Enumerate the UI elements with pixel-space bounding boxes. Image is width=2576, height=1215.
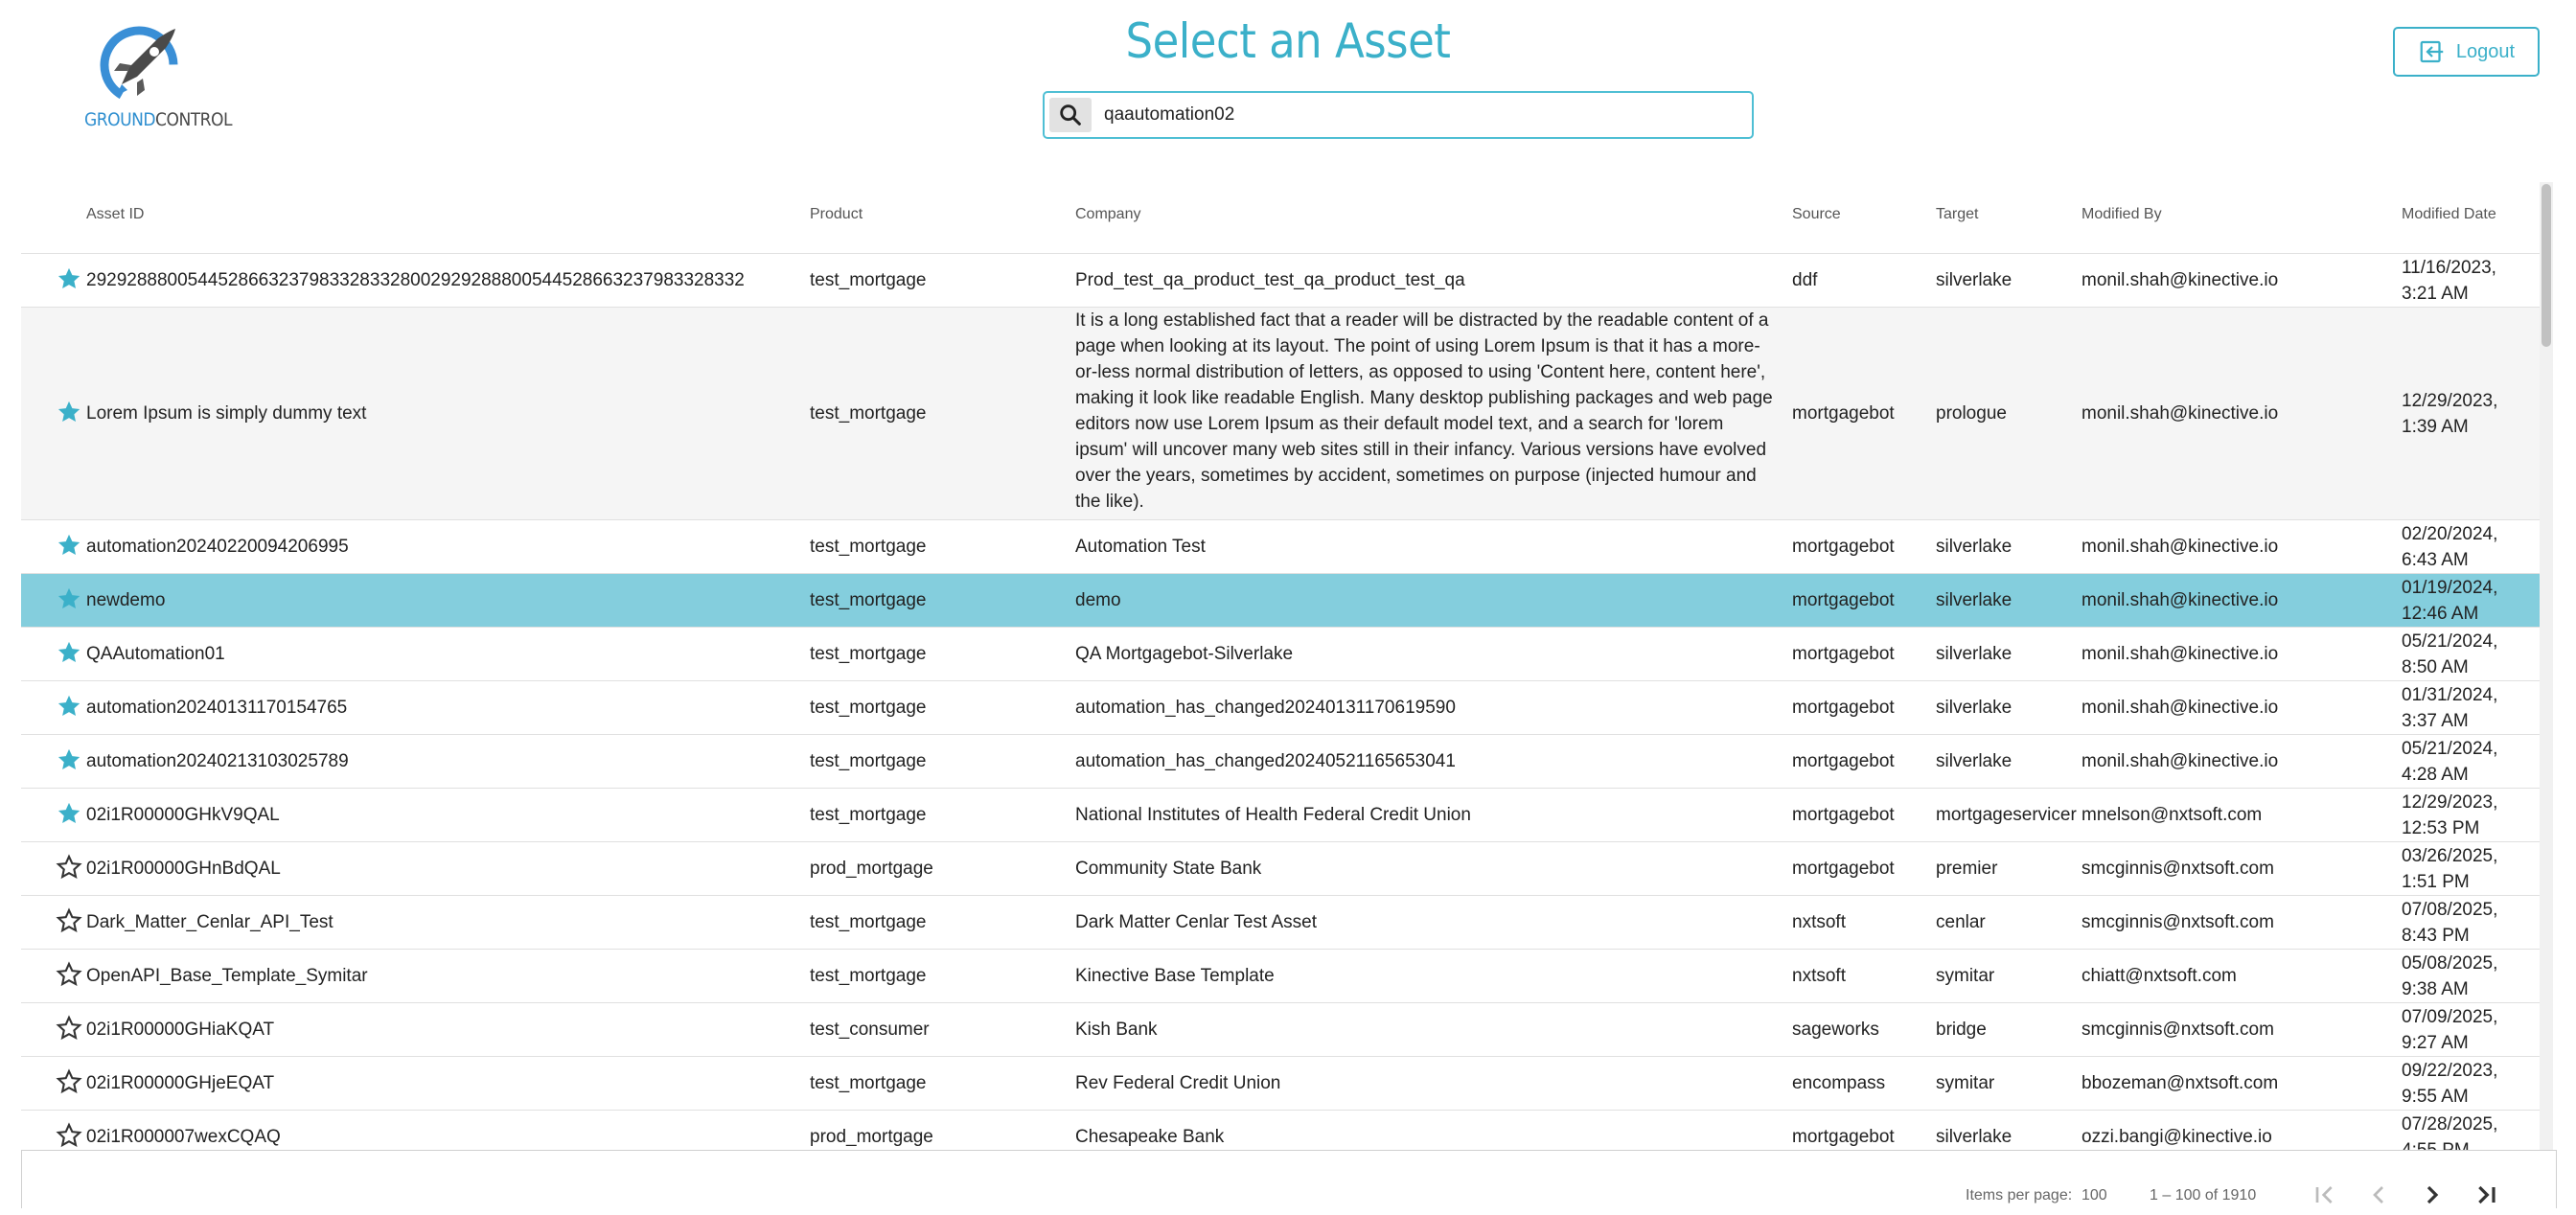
modified-by-cell: monil.shah@kinective.io <box>2082 698 2279 718</box>
modified-by-cell: ozzi.bangi@kinective.io <box>2082 1127 2272 1147</box>
modified-date-line: 11/16/2023, <box>2402 258 2496 278</box>
source-cell: mortgagebot <box>1792 751 1895 771</box>
favorite-star-filled-icon[interactable] <box>56 639 82 666</box>
asset-id-cell: 02i1R00000GHnBdQAL <box>86 859 281 879</box>
company-cell: Community State Bank <box>1075 859 1262 879</box>
modified-by-cell: mnelson@nxtsoft.com <box>2082 805 2263 825</box>
search-icon <box>1057 102 1084 128</box>
modified-date-line: 12/29/2023, <box>2402 391 2498 411</box>
asset-id-cell: newdemo <box>86 590 166 610</box>
column-header-source[interactable]: Source <box>1792 206 1841 222</box>
table-header <box>21 182 2540 254</box>
company-cell: Kinective Base Template <box>1075 966 1275 986</box>
target-cell: bridge <box>1936 1020 1987 1040</box>
modified-date-line: 01/31/2024, <box>2402 685 2498 705</box>
modified-time-line: 12:46 AM <box>2402 604 2479 624</box>
target-cell: silverlake <box>1936 698 2012 718</box>
target-cell: symitar <box>1936 966 1995 986</box>
logout-button[interactable] <box>2393 27 2540 77</box>
modified-date-line: 05/08/2025, <box>2402 953 2498 974</box>
table-row[interactable] <box>21 1003 2540 1057</box>
target-cell: silverlake <box>1936 644 2012 664</box>
modified-date-cell <box>2402 897 2497 949</box>
target-cell: prologue <box>1936 403 2007 424</box>
modified-date-line: 12/29/2023, <box>2402 792 2498 813</box>
target-cell: silverlake <box>1936 270 2012 290</box>
asset-id-cell: 02i1R00000GHkV9QAL <box>86 805 280 825</box>
source-cell: mortgagebot <box>1792 805 1895 825</box>
modified-by-cell: monil.shah@kinective.io <box>2082 751 2279 771</box>
company-text-line: editors now use Lorem Ipsum as their default model text, and a search for 'lorem <box>1075 414 1724 434</box>
favorite-star-outline-icon[interactable] <box>56 1015 82 1042</box>
chevron-right-icon <box>2417 1180 2448 1210</box>
favorite-star-filled-icon[interactable] <box>56 585 82 612</box>
modified-time-line: 12:53 PM <box>2402 818 2480 838</box>
modified-date-line: 07/08/2025, <box>2402 900 2498 920</box>
modified-time-line: 8:43 PM <box>2402 926 2470 946</box>
source-cell: mortgagebot <box>1792 590 1895 610</box>
favorite-star-outline-icon[interactable] <box>56 1068 82 1095</box>
company-text-line: making it look like readable English. Many desktop publishing packages and web page <box>1075 388 1773 408</box>
asset-id-cell: QAAutomation01 <box>86 644 225 664</box>
modified-time-line: 9:55 AM <box>2402 1087 2469 1107</box>
favorite-star-outline-icon[interactable] <box>56 1122 82 1149</box>
company-cell: demo <box>1075 590 1121 610</box>
next-page-button[interactable] <box>2417 1180 2448 1210</box>
logout-icon <box>2418 37 2447 66</box>
modified-time-line: 8:50 AM <box>2402 657 2469 677</box>
modified-time-line: 6:43 AM <box>2402 550 2469 570</box>
modified-date-cell <box>2402 388 2497 440</box>
modified-date-line: 05/21/2024, <box>2402 631 2498 652</box>
asset-id-cell: OpenAPI_Base_Template_Symitar <box>86 966 368 986</box>
favorite-star-filled-icon[interactable] <box>56 746 82 773</box>
asset-id-cell: Dark_Matter_Cenlar_API_Test <box>86 912 334 932</box>
favorite-star-filled-icon[interactable] <box>56 532 82 559</box>
company-cell: Prod_test_qa_product_test_qa_product_test_qa <box>1075 270 1465 290</box>
target-cell: silverlake <box>1936 751 2012 771</box>
modified-date-line: 03/26/2025, <box>2402 846 2498 866</box>
source-cell: mortgagebot <box>1792 1127 1895 1147</box>
product-cell: test_mortgage <box>810 1073 927 1093</box>
column-header-product[interactable]: Product <box>810 206 863 222</box>
table-row[interactable] <box>21 520 2540 574</box>
items-per-page-label: Items per page: <box>1966 1187 2073 1204</box>
source-cell: nxtsoft <box>1792 912 1846 932</box>
company-text-line: ipsum' will uncover many web sites still in their infancy. Various versions have evolved <box>1075 440 1767 460</box>
company-cell: Chesapeake Bank <box>1075 1127 1225 1147</box>
modified-by-cell: monil.shah@kinective.io <box>2082 270 2279 290</box>
column-header-target[interactable]: Target <box>1936 206 1979 222</box>
target-cell: silverlake <box>1936 537 2012 557</box>
modified-date-cell <box>2402 255 2496 307</box>
table-row[interactable] <box>21 308 2540 520</box>
source-cell: mortgagebot <box>1792 403 1895 424</box>
product-cell: test_mortgage <box>810 698 927 718</box>
company-cell: Automation Test <box>1075 537 1206 557</box>
target-cell: cenlar <box>1936 912 1986 932</box>
product-cell: test_mortgage <box>810 270 927 290</box>
asset-id-cell: 02i1R00000GHiaKQAT <box>86 1020 275 1040</box>
modified-date-line: 05/21/2024, <box>2402 739 2498 759</box>
modified-time-line: 3:21 AM <box>2402 284 2469 304</box>
table-row[interactable] <box>21 789 2540 842</box>
source-cell: ddf <box>1792 270 1818 290</box>
first-page-button[interactable] <box>2310 1180 2340 1210</box>
company-cell: QA Mortgagebot-Silverlake <box>1075 644 1294 664</box>
table-row[interactable] <box>21 1057 2540 1111</box>
table-row[interactable] <box>21 842 2540 896</box>
table-row[interactable] <box>21 950 2540 1003</box>
source-cell: mortgagebot <box>1792 644 1895 664</box>
table-row[interactable] <box>21 254 2540 308</box>
first-page-icon <box>2310 1180 2340 1210</box>
product-cell: prod_mortgage <box>810 859 933 879</box>
product-cell: test_mortgage <box>810 590 927 610</box>
asset-id-cell: automation20240213103025789 <box>86 751 349 771</box>
modified-by-cell: smcginnis@nxtsoft.com <box>2082 1020 2274 1040</box>
column-header-asset-id[interactable]: Asset ID <box>86 206 145 222</box>
modified-date-cell <box>2402 521 2497 573</box>
modified-date-line: 07/28/2025, <box>2402 1114 2498 1135</box>
table-scrollbar-thumb[interactable] <box>2542 184 2551 347</box>
assets-table <box>21 182 2540 1150</box>
modified-date-cell <box>2402 736 2497 788</box>
column-header-modified-date[interactable]: Modified Date <box>2402 206 2496 222</box>
company-cell: National Institutes of Health Federal Credit Union <box>1075 805 1471 825</box>
modified-time-line: 1:51 PM <box>2402 872 2470 892</box>
asset-id-cell: Lorem Ipsum is simply dummy text <box>86 403 367 424</box>
modified-date-line: 01/19/2024, <box>2402 578 2498 598</box>
modified-by-cell: monil.shah@kinective.io <box>2082 403 2279 424</box>
source-cell: mortgagebot <box>1792 537 1895 557</box>
company-cell: Kish Bank <box>1075 1020 1158 1040</box>
modified-date-line: 09/22/2023, <box>2402 1061 2498 1081</box>
previous-page-button[interactable] <box>2363 1180 2394 1210</box>
search-button[interactable] <box>1049 98 1092 132</box>
table-row[interactable] <box>21 681 2540 735</box>
modified-date-cell <box>2402 790 2497 841</box>
modified-date-cell <box>2402 682 2497 734</box>
product-cell: test_mortgage <box>810 537 927 557</box>
product-cell: test_mortgage <box>810 912 927 932</box>
modified-date-cell <box>2402 575 2497 627</box>
source-cell: encompass <box>1792 1073 1886 1093</box>
company-cell <box>1075 308 1784 515</box>
product-cell: test_mortgage <box>810 644 927 664</box>
product-cell: test_mortgage <box>810 805 927 825</box>
product-cell: test_mortgage <box>810 403 927 424</box>
modified-by-cell: monil.shah@kinective.io <box>2082 537 2279 557</box>
company-text-line: over the years, sometimes by accident, sometimes on purpose (injected humour and <box>1075 466 1757 486</box>
modified-time-line: 4:28 AM <box>2402 765 2469 785</box>
source-cell: mortgagebot <box>1792 698 1895 718</box>
company-cell: Rev Federal Credit Union <box>1075 1073 1281 1093</box>
favorite-star-outline-icon[interactable] <box>56 961 82 988</box>
modified-by-cell: monil.shah@kinective.io <box>2082 644 2279 664</box>
column-header-company[interactable]: Company <box>1075 206 1141 222</box>
modified-date-cell <box>2402 1058 2497 1110</box>
modified-by-cell: bbozeman@nxtsoft.com <box>2082 1073 2279 1093</box>
modified-date-cell <box>2402 1004 2497 1056</box>
modified-date-cell <box>2402 951 2497 1002</box>
page-range-label: 1 – 100 of 1910 <box>2150 1187 2257 1204</box>
modified-time-line: 1:39 AM <box>2402 417 2469 437</box>
target-cell: silverlake <box>1936 1127 2012 1147</box>
asset-id-cell: 29292888005445286632379833283328002929288800544528663237983328332 <box>86 270 745 290</box>
target-cell: silverlake <box>1936 590 2012 610</box>
company-cell: automation_has_changed20240521165653041 <box>1075 751 1456 771</box>
search-input[interactable] <box>1104 99 1736 131</box>
favorite-star-outline-icon[interactable] <box>56 854 82 881</box>
asset-id-cell: automation20240220094206995 <box>86 537 349 557</box>
modified-time-line: 3:37 AM <box>2402 711 2469 731</box>
company-text-line: or-less normal distribution of letters, as opposed to using 'Content here, content here', <box>1075 362 1766 382</box>
modified-date-line: 07/09/2025, <box>2402 1007 2498 1027</box>
logout-label: Logout <box>2455 40 2516 62</box>
company-text-line: It is a long established fact that a reader will be distracted by the readable content of a <box>1075 310 1769 331</box>
modified-time-line: 9:38 AM <box>2402 979 2469 999</box>
modified-by-cell: chiatt@nxtsoft.com <box>2082 966 2237 986</box>
page-title: Select an Asset <box>1125 13 1451 69</box>
table-row[interactable] <box>21 574 2540 628</box>
table-row[interactable] <box>21 896 2540 950</box>
source-cell: mortgagebot <box>1792 859 1895 879</box>
product-cell: prod_mortgage <box>810 1127 933 1147</box>
company-text-line: the like). <box>1075 492 1144 512</box>
modified-by-cell: smcginnis@nxtsoft.com <box>2082 912 2274 932</box>
source-cell: nxtsoft <box>1792 966 1846 986</box>
modified-by-cell: smcginnis@nxtsoft.com <box>2082 859 2274 879</box>
product-cell: test_mortgage <box>810 751 927 771</box>
modified-date-cell <box>2402 629 2497 680</box>
logo-wordmark: GROUNDCONTROL <box>84 109 233 130</box>
favorite-star-filled-icon[interactable] <box>56 800 82 827</box>
modified-by-cell: monil.shah@kinective.io <box>2082 590 2279 610</box>
favorite-star-filled-icon[interactable] <box>56 693 82 720</box>
favorite-star-filled-icon[interactable] <box>56 399 82 425</box>
asset-id-cell: automation20240131170154765 <box>86 698 348 718</box>
company-cell: Dark Matter Cenlar Test Asset <box>1075 912 1318 932</box>
items-per-page-select[interactable]: 100 <box>2082 1187 2107 1204</box>
table-row[interactable] <box>21 628 2540 681</box>
chevron-left-icon <box>2363 1180 2394 1210</box>
target-cell: symitar <box>1936 1073 1995 1093</box>
asset-id-cell: 02i1R00000GHjeEQAT <box>86 1073 275 1093</box>
modified-date-line: 02/20/2024, <box>2402 524 2498 544</box>
target-cell: premier <box>1936 859 1998 879</box>
favorite-star-filled-icon[interactable] <box>56 265 82 292</box>
asset-id-cell: 02i1R000007wexCQAQ <box>86 1127 281 1147</box>
last-page-button[interactable] <box>2471 1180 2501 1210</box>
asset-search-box[interactable] <box>1043 91 1754 139</box>
company-cell: automation_has_changed20240131170619590 <box>1075 698 1456 718</box>
modified-time-line: 9:27 AM <box>2402 1033 2469 1053</box>
company-text-line: page when looking at its layout. The point of using Lorem Ipsum is that it has a more- <box>1075 336 1760 356</box>
target-cell: mortgageservicer <box>1936 805 2077 825</box>
modified-date-cell <box>2402 843 2497 895</box>
favorite-star-outline-icon[interactable] <box>56 907 82 934</box>
last-page-icon <box>2471 1180 2501 1210</box>
product-cell: test_mortgage <box>810 966 927 986</box>
source-cell: sageworks <box>1792 1020 1879 1040</box>
product-cell: test_consumer <box>810 1020 930 1040</box>
column-header-modified-by[interactable]: Modified By <box>2082 206 2162 222</box>
paginator <box>21 1150 2557 1208</box>
table-row[interactable] <box>21 735 2540 789</box>
